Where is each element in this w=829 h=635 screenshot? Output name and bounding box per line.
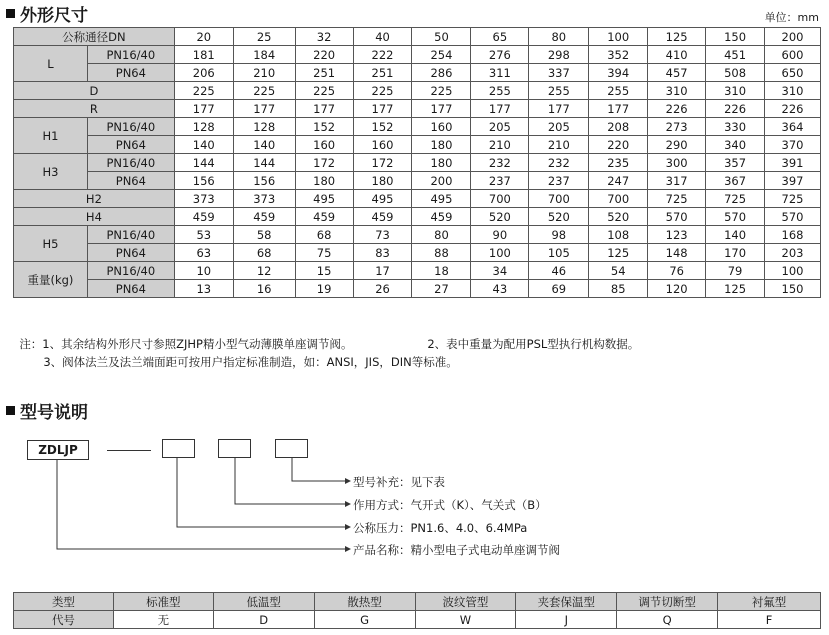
value-cell: 152 xyxy=(353,118,412,136)
value-cell: 276 xyxy=(471,46,529,64)
value-cell: 76 xyxy=(648,262,706,280)
value-cell: 152 xyxy=(295,118,353,136)
value-cell: 172 xyxy=(353,154,412,172)
value-cell: 15 xyxy=(295,262,353,280)
value-cell: 570 xyxy=(706,208,765,226)
value-cell: 725 xyxy=(765,190,821,208)
type-name-cell: 衬氟型 xyxy=(718,593,821,611)
value-cell: 286 xyxy=(412,64,471,82)
value-cell: 220 xyxy=(589,136,648,154)
value-cell: 451 xyxy=(706,46,765,64)
type-name-cell: 散热型 xyxy=(314,593,415,611)
value-cell: 337 xyxy=(529,64,589,82)
model-code-box: ZDLJP xyxy=(27,440,89,460)
type-code-row xyxy=(14,611,821,629)
note-3: 3、阀体法兰及法兰端面距可按用户指定标准制造，如：ANSI，JIS，DIN等标准。 xyxy=(43,355,458,369)
value-cell: 79 xyxy=(706,262,765,280)
value-cell: 247 xyxy=(589,172,648,190)
value-cell: 177 xyxy=(174,100,233,118)
value-cell: 68 xyxy=(295,226,353,244)
pressure-label-cell: PN16/40 xyxy=(87,46,174,64)
value-cell: 254 xyxy=(412,46,471,64)
pressure-label-cell: PN16/40 xyxy=(87,262,174,280)
value-cell: 180 xyxy=(353,172,412,190)
value-cell: 410 xyxy=(648,46,706,64)
value-cell: 373 xyxy=(233,190,295,208)
dn-value-cell: 65 xyxy=(471,28,529,46)
dn-value-cell: 50 xyxy=(412,28,471,46)
pressure-label-cell: PN16/40 xyxy=(87,154,174,172)
value-cell: 225 xyxy=(233,82,295,100)
group-label-cell: 重量(kg) xyxy=(14,262,88,298)
dims-section-title: 外形尺寸 xyxy=(6,1,88,26)
value-cell: 725 xyxy=(648,190,706,208)
value-cell: 140 xyxy=(233,136,295,154)
value-cell: 108 xyxy=(589,226,648,244)
value-cell: 177 xyxy=(412,100,471,118)
value-cell: 90 xyxy=(471,226,529,244)
value-cell: 148 xyxy=(648,244,706,262)
value-cell: 177 xyxy=(233,100,295,118)
value-cell: 570 xyxy=(648,208,706,226)
value-cell: 172 xyxy=(295,154,353,172)
note-2: 2、表中重量为配用PSL型执行机构数据。 xyxy=(427,337,640,351)
value-cell: 310 xyxy=(706,82,765,100)
type-name-cell: 标准型 xyxy=(113,593,213,611)
note-1: 注：1、其余结构外形尺寸参照ZJHP精小型气动薄膜单座调节阀。 xyxy=(19,337,353,351)
pressure-label-cell: PN64 xyxy=(87,172,174,190)
value-cell: 184 xyxy=(233,46,295,64)
value-cell: 459 xyxy=(295,208,353,226)
dn-value-cell: 25 xyxy=(233,28,295,46)
value-cell: 177 xyxy=(353,100,412,118)
value-cell: 140 xyxy=(706,226,765,244)
value-cell: 650 xyxy=(765,64,821,82)
value-cell: 700 xyxy=(471,190,529,208)
value-cell: 63 xyxy=(174,244,233,262)
value-cell: 397 xyxy=(765,172,821,190)
value-cell: 394 xyxy=(589,64,648,82)
value-cell: 73 xyxy=(353,226,412,244)
value-cell: 160 xyxy=(412,118,471,136)
value-cell: 156 xyxy=(174,172,233,190)
desc-product-name: 产品名称：精小型电子式电动单座调节阀 xyxy=(353,543,560,557)
value-cell: 300 xyxy=(648,154,706,172)
value-cell: 120 xyxy=(648,280,706,298)
value-cell: 600 xyxy=(765,46,821,64)
value-cell: 459 xyxy=(353,208,412,226)
value-cell: 225 xyxy=(412,82,471,100)
value-cell: 140 xyxy=(174,136,233,154)
type-name-cell: 调节切断型 xyxy=(617,593,718,611)
value-cell: 235 xyxy=(589,154,648,172)
value-cell: 58 xyxy=(233,226,295,244)
value-cell: 168 xyxy=(765,226,821,244)
desc-pressure: 公称压力：PN1.6、4.0、6.4MPa xyxy=(353,521,528,535)
type-name-cell: 夹套保温型 xyxy=(516,593,617,611)
code-value-cell: Q xyxy=(617,611,718,629)
value-cell: 10 xyxy=(174,262,233,280)
value-cell: 700 xyxy=(589,190,648,208)
pressure-label-cell: PN16/40 xyxy=(87,226,174,244)
value-cell: 150 xyxy=(765,280,821,298)
value-cell: 205 xyxy=(471,118,529,136)
value-cell: 457 xyxy=(648,64,706,82)
value-cell: 237 xyxy=(471,172,529,190)
unit-label: 单位：mm xyxy=(764,11,819,24)
type-name-cell: 波纹管型 xyxy=(415,593,516,611)
type-name-cell: 低温型 xyxy=(213,593,314,611)
value-cell: 251 xyxy=(295,64,353,82)
value-cell: 100 xyxy=(765,262,821,280)
value-cell: 80 xyxy=(412,226,471,244)
value-cell: 19 xyxy=(295,280,353,298)
value-cell: 391 xyxy=(765,154,821,172)
value-cell: 232 xyxy=(471,154,529,172)
value-cell: 181 xyxy=(174,46,233,64)
value-cell: 520 xyxy=(529,208,589,226)
value-cell: 317 xyxy=(648,172,706,190)
dn-label-cell: 公称通径DN xyxy=(14,28,175,46)
group-label-cell: H5 xyxy=(14,226,88,262)
value-cell: 310 xyxy=(765,82,821,100)
value-cell: 520 xyxy=(589,208,648,226)
value-cell: 251 xyxy=(353,64,412,82)
value-cell: 177 xyxy=(471,100,529,118)
value-cell: 100 xyxy=(471,244,529,262)
value-cell: 255 xyxy=(529,82,589,100)
value-cell: 237 xyxy=(529,172,589,190)
value-cell: 18 xyxy=(412,262,471,280)
value-cell: 459 xyxy=(233,208,295,226)
value-cell: 255 xyxy=(471,82,529,100)
value-cell: 495 xyxy=(412,190,471,208)
value-cell: 210 xyxy=(529,136,589,154)
pressure-label-cell: PN64 xyxy=(87,244,174,262)
value-cell: 125 xyxy=(706,280,765,298)
value-cell: 46 xyxy=(529,262,589,280)
value-cell: 226 xyxy=(765,100,821,118)
value-cell: 340 xyxy=(706,136,765,154)
dn-value-cell: 200 xyxy=(765,28,821,46)
pressure-label-cell: PN64 xyxy=(87,136,174,154)
value-cell: 373 xyxy=(174,190,233,208)
code-value-cell: G xyxy=(314,611,415,629)
value-cell: 495 xyxy=(295,190,353,208)
value-cell: 203 xyxy=(765,244,821,262)
model-section-title: 型号说明 xyxy=(6,398,88,423)
value-cell: 53 xyxy=(174,226,233,244)
value-cell: 177 xyxy=(529,100,589,118)
value-cell: 16 xyxy=(233,280,295,298)
value-cell: 290 xyxy=(648,136,706,154)
value-cell: 13 xyxy=(174,280,233,298)
group-label-cell: L xyxy=(14,46,88,82)
pressure-label-cell: PN16/40 xyxy=(87,118,174,136)
value-cell: 226 xyxy=(706,100,765,118)
pressure-label-cell: PN64 xyxy=(87,280,174,298)
value-cell: 180 xyxy=(412,154,471,172)
value-cell: 273 xyxy=(648,118,706,136)
value-cell: 210 xyxy=(233,64,295,82)
value-cell: 85 xyxy=(589,280,648,298)
value-cell: 54 xyxy=(589,262,648,280)
value-cell: 105 xyxy=(529,244,589,262)
value-cell: 17 xyxy=(353,262,412,280)
dn-value-cell: 80 xyxy=(529,28,589,46)
dn-value-cell: 40 xyxy=(353,28,412,46)
value-cell: 144 xyxy=(233,154,295,172)
value-cell: 205 xyxy=(529,118,589,136)
value-cell: 43 xyxy=(471,280,529,298)
value-cell: 160 xyxy=(353,136,412,154)
value-cell: 220 xyxy=(295,46,353,64)
value-cell: 206 xyxy=(174,64,233,82)
type-header-row xyxy=(14,593,821,611)
row-label-cell: D xyxy=(14,82,175,100)
value-cell: 128 xyxy=(174,118,233,136)
value-cell: 310 xyxy=(648,82,706,100)
group-label-cell: H3 xyxy=(14,154,88,190)
dn-value-cell: 100 xyxy=(589,28,648,46)
value-cell: 177 xyxy=(589,100,648,118)
value-cell: 12 xyxy=(233,262,295,280)
value-cell: 144 xyxy=(174,154,233,172)
value-cell: 225 xyxy=(353,82,412,100)
value-cell: 88 xyxy=(412,244,471,262)
value-cell: 232 xyxy=(529,154,589,172)
value-cell: 26 xyxy=(353,280,412,298)
value-cell: 128 xyxy=(233,118,295,136)
value-cell: 357 xyxy=(706,154,765,172)
value-cell: 75 xyxy=(295,244,353,262)
value-cell: 210 xyxy=(471,136,529,154)
type-code-table xyxy=(13,592,821,629)
code-value-cell: J xyxy=(516,611,617,629)
value-cell: 367 xyxy=(706,172,765,190)
value-cell: 352 xyxy=(589,46,648,64)
value-cell: 69 xyxy=(529,280,589,298)
value-cell: 27 xyxy=(412,280,471,298)
value-cell: 311 xyxy=(471,64,529,82)
code-label-cell: 代号 xyxy=(14,611,114,629)
dn-value-cell: 20 xyxy=(174,28,233,46)
value-cell: 225 xyxy=(295,82,353,100)
type-label-cell: 类型 xyxy=(14,593,114,611)
value-cell: 226 xyxy=(648,100,706,118)
value-cell: 222 xyxy=(353,46,412,64)
row-label-cell: H4 xyxy=(14,208,175,226)
dn-value-cell: 150 xyxy=(706,28,765,46)
desc-action: 作用方式：气开式（K）、气关式（B） xyxy=(353,498,547,512)
row-label-cell: R xyxy=(14,100,175,118)
value-cell: 570 xyxy=(765,208,821,226)
dn-value-cell: 125 xyxy=(648,28,706,46)
group-label-cell: H1 xyxy=(14,118,88,154)
value-cell: 459 xyxy=(174,208,233,226)
value-cell: 156 xyxy=(233,172,295,190)
value-cell: 177 xyxy=(295,100,353,118)
value-cell: 298 xyxy=(529,46,589,64)
code-value-cell: F xyxy=(718,611,821,629)
value-cell: 68 xyxy=(233,244,295,262)
value-cell: 459 xyxy=(412,208,471,226)
code-value-cell: 无 xyxy=(113,611,213,629)
value-cell: 508 xyxy=(706,64,765,82)
value-cell: 700 xyxy=(529,190,589,208)
value-cell: 495 xyxy=(353,190,412,208)
value-cell: 34 xyxy=(471,262,529,280)
value-cell: 98 xyxy=(529,226,589,244)
value-cell: 208 xyxy=(589,118,648,136)
value-cell: 520 xyxy=(471,208,529,226)
dn-value-cell: 32 xyxy=(295,28,353,46)
pressure-label-cell: PN64 xyxy=(87,64,174,82)
value-cell: 364 xyxy=(765,118,821,136)
value-cell: 200 xyxy=(412,172,471,190)
value-cell: 180 xyxy=(412,136,471,154)
value-cell: 370 xyxy=(765,136,821,154)
row-label-cell: H2 xyxy=(14,190,175,208)
value-cell: 180 xyxy=(295,172,353,190)
value-cell: 170 xyxy=(706,244,765,262)
value-cell: 330 xyxy=(706,118,765,136)
value-cell: 255 xyxy=(589,82,648,100)
value-cell: 83 xyxy=(353,244,412,262)
value-cell: 123 xyxy=(648,226,706,244)
value-cell: 125 xyxy=(589,244,648,262)
value-cell: 160 xyxy=(295,136,353,154)
desc-supplement: 型号补充：见下表 xyxy=(353,475,445,489)
value-cell: 225 xyxy=(174,82,233,100)
code-value-cell: D xyxy=(213,611,314,629)
code-value-cell: W xyxy=(415,611,516,629)
value-cell: 725 xyxy=(706,190,765,208)
